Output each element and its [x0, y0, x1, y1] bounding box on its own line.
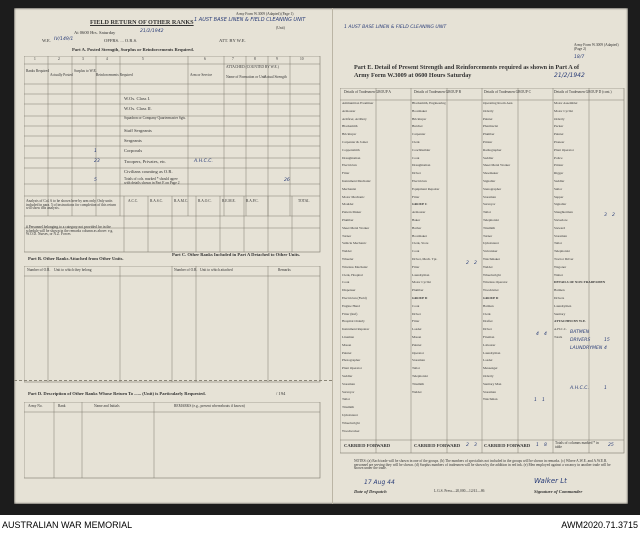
trade-d-row: Rigger [554, 171, 564, 176]
analysis-head-rasc: R.A.S.C. [150, 199, 163, 203]
hw-val-att-total: 26 [284, 178, 290, 183]
trade-d-row: Motor Cyclist [554, 108, 573, 113]
hw-d-4: 1 [604, 386, 607, 391]
col-head-group-b: Details of Tradesmen GROUP B [414, 90, 461, 94]
trade-c-row: Driver [483, 327, 492, 332]
trade-d-row: Signaller [554, 202, 567, 207]
trade-a-row: Fitter (Ref) [342, 311, 358, 316]
trade-a-row: Sheet Metal Worker [342, 225, 370, 230]
carried-forward-c: CARRIED FORWARD [484, 443, 531, 448]
trade-a-row: Bricklayer [342, 132, 357, 137]
trade-a-row: Motor Mechanic [342, 194, 365, 199]
part-a-heading: Part A. Posted Strength, Surplus or Reinforcements Required. [72, 47, 194, 52]
left-unit-label: (Unit) [276, 26, 285, 30]
trade-c-row: Sanitary Man [483, 381, 502, 386]
trade-a-row: Dispenser [342, 288, 356, 293]
trade-d-row: Sanitary [554, 311, 566, 316]
trade-c-row: Signaller [483, 179, 496, 183]
signature-hw: Walker Lt [534, 477, 567, 485]
trade-a-row: Artificer, Artillery [342, 116, 367, 121]
part-d-head-army-no: Army No. [28, 404, 43, 408]
right-date-hw: 21/2/1942 [554, 72, 585, 79]
trade-a-row: Draughtsman [342, 155, 361, 160]
trade-c-row: Surveyor [483, 202, 496, 207]
trade-a-row: Hospital Orderly [342, 319, 365, 324]
analysis-head-raoc: R.A.O.C. [198, 199, 212, 203]
trade-a-row: Cook [342, 280, 350, 285]
hw-d-0: 3 [604, 213, 607, 218]
trade-b-row: Cook [412, 303, 420, 308]
trade-c-row: Loader [483, 358, 493, 363]
trade-b-row: Mason [412, 335, 422, 339]
right-notes: NOTES: (a) Each trade will be shown in one of the groups. (b) The numbers of specialists not included in the groups will be shown in remarks. (c) Where A.W.E. and A.W.E.R. personnel are serving they will be shown. (d) Surplus numbers of tradesmen will be shown by the addition in red ink. (e) Men employed against a vacancy in another trade will be shown under the trade. [354, 459, 611, 471]
trade-b-row: Clerk [412, 140, 420, 144]
analysis-head-acc: A.C.C. [128, 199, 139, 203]
trade-d-row: Printer [554, 163, 564, 168]
trade-d-row: Orderly [554, 116, 565, 121]
perforation-line [14, 380, 332, 381]
trade-a-row: Wireless Mechanic [342, 264, 368, 269]
hw-total-1: 3 [474, 443, 477, 448]
trade-b-row: Armourer [412, 210, 426, 215]
trade-d-row: Motor Assembler [554, 101, 578, 105]
hw-c-2: 1 [534, 398, 537, 403]
hw-name-laundrymen: LAUNDRYMEN [570, 346, 603, 351]
hw-total-2: 1 [536, 443, 539, 448]
hw-total-3: 8 [544, 443, 547, 448]
trade-a-row: Photographer [342, 358, 361, 363]
trade-b-row: Bootmaker [412, 108, 428, 113]
left-att-label: ATT. BY W.E. [219, 38, 246, 43]
carried-forward-b: CARRIED FORWARD [414, 443, 461, 448]
trade-b-row: Plumber [412, 288, 424, 293]
trade-a-row: Clerk, Hospital [342, 272, 363, 277]
att-sub-actual: Actual Strength [264, 75, 287, 79]
trade-b-row: Draughtsman [412, 163, 431, 168]
trade-b-row: Driver [412, 171, 421, 176]
col-head-group-a: Details of Tradesmen GROUP A [344, 90, 391, 94]
rank-row-wo2: W.Os. Class II. [124, 106, 152, 111]
part-c-head-remarks: Remarks [278, 268, 291, 272]
trade-a-row: Mechanist [342, 186, 357, 191]
hw-d-2: 15 [604, 338, 610, 343]
trade-a-row: Ammunition Examiner [342, 101, 374, 105]
archive-footer [0, 515, 640, 533]
trade-d-row: Totals [554, 335, 563, 339]
trade-d-row: Pioneer [554, 140, 565, 144]
trade-d-row: Waiter [554, 272, 563, 277]
analysis-head-reme: R.E.M.E. [222, 199, 236, 203]
part-c-head-unit: Unit to which attached [200, 268, 233, 272]
right-unit-hw: 1 AUST BASE LINEN & FIELD CLEANING UNIT [344, 25, 447, 30]
form-sheet [14, 8, 628, 504]
trade-c-row: Labourer [483, 342, 496, 347]
trade-a-row: Vehicle Mechanic [342, 241, 367, 246]
trade-a-row: Wheeler [342, 257, 354, 261]
trade-c-row: Upholsterer [483, 241, 500, 246]
trade-a-row: Tinsmith [342, 405, 355, 410]
trade-b-row: Bricklayer [412, 116, 427, 121]
hw-c-1: 4 [544, 332, 547, 337]
trade-c-row: Wireless Operator [483, 280, 508, 285]
carried-forward-a: CARRIED FORWARD [344, 443, 391, 448]
col-num-4: 4 [106, 57, 108, 61]
col-num-5: 5 [142, 57, 144, 61]
trade-a-row: Electrician (Field) [342, 296, 367, 300]
trade-a-row: Electrician [342, 163, 357, 168]
trade-b-row: Storeman [412, 358, 425, 363]
trade-c-row: Shoemaker [483, 171, 499, 176]
left-at-line: At 0600 Hrs. Saturday [74, 30, 116, 35]
trade-c-row: Sheet Metal Worker [483, 163, 511, 168]
trade-c-row: Stenographer [483, 186, 502, 191]
trade-a-row: Blacksmith [342, 124, 358, 129]
analysis-remarks: Analysis of Col. 6 to be shown here by arm only. Only units included in para. 5 of instructions for completion of this return will show this analysis. [26, 199, 116, 211]
print-ref: L.G.S. Press—20,000—12/41—86 [434, 489, 485, 493]
trade-b-row: Loader [412, 327, 422, 332]
trade-c-row: Messenger [483, 366, 498, 371]
rank-row-ssgt: Staff Sergeants [124, 128, 152, 133]
trade-a-row: Wheelwright [342, 420, 360, 425]
hw-c-0: 4 [536, 332, 539, 337]
trade-c-row: Saddler [483, 155, 494, 160]
trade-b-row: Driver [412, 311, 421, 316]
trade-b-row: Butcher [412, 124, 423, 129]
col-num-6: 6 [204, 57, 206, 61]
trade-a-row: Painter [342, 350, 352, 355]
trade-d-row: A.H.C.C. [554, 327, 567, 332]
trade-b-row: GROUP D [412, 296, 428, 300]
col-head-reinforcements: Reinforcements Required [96, 73, 133, 77]
trade-b-row: Equipment Repairer [412, 186, 440, 191]
trade-b-row: Electrician [412, 179, 427, 183]
rank-row-cpl: Corporals [124, 148, 143, 153]
trade-c-row: Storeman [483, 389, 496, 394]
trade-c-row: Telephonist [483, 218, 499, 222]
trade-c-row: Batman [483, 303, 494, 308]
col-head-actually-posted: Actually Posted [50, 73, 73, 77]
col-num-8: 8 [254, 57, 256, 61]
analysis-head-rapc: R.A.P.C. [246, 199, 259, 203]
trade-a-row: Moulder [342, 202, 354, 207]
trade-c-row: Orderly [483, 374, 494, 378]
trade-b-row: Baker [412, 218, 421, 222]
trade-b-row: Fitter [412, 319, 420, 324]
part-bc-grid [24, 266, 324, 386]
trade-d-row: Wagoner [554, 264, 567, 269]
trade-c-row: Clerk [483, 311, 491, 316]
trade-d-row: Steward [554, 225, 566, 230]
trade-a-row: Mason [342, 342, 352, 347]
trade-c-row: Fireman [483, 335, 495, 339]
hw-b-1: 2 [474, 261, 477, 266]
trade-d-row: DETAILS OF NON-TRADESMEN [554, 280, 606, 285]
trade-d-row: Stevedore [554, 218, 568, 222]
col-num-3: 3 [82, 57, 84, 61]
trade-b-row: Barber [412, 225, 422, 230]
signature-label: Signature of Commander [534, 489, 583, 494]
trade-a-row: Lineman [342, 335, 355, 339]
trade-d-row: Sapper [554, 194, 564, 199]
trade-b-row: Operator [412, 350, 425, 355]
analysis-remarks-2: # Personnel belonging to a category not provided for in the schedule will be shown in the remarks column as above: e.g. W.O.D. Nurses, or N.Z. Forces [26, 225, 114, 237]
hw-name-ahcc: A.H.C.C. [570, 386, 589, 391]
trade-c-row: Storeman [483, 194, 496, 199]
trade-b-row: Laundryman [412, 272, 430, 277]
trade-c-row: Operating Room Asst. [483, 101, 514, 105]
rank-row-totals: Totals of cols. marked * should agree with details shown in Part E on Page 2 [124, 177, 180, 185]
part-b-heading: Part B. Other Ranks Attached from Other Units. [28, 256, 124, 261]
part-d-head-rank: Rank [58, 404, 66, 408]
part-c-heading: Part C. Other Ranks Included in Part A Detached to Other Units. [172, 252, 301, 257]
col-head-ranks-required: Ranks Required [26, 69, 50, 73]
trade-b-row: Tailor [412, 366, 421, 371]
trade-b-row: Driver, Mech. Tpt. [412, 257, 438, 261]
trade-b-row: Telephonist [412, 374, 428, 378]
trade-d-row: Slaughterman [554, 210, 573, 215]
trade-a-row: Woodworker [342, 428, 360, 433]
col-num-10: 10 [300, 57, 304, 61]
left-title: FIELD RETURN OF OTHER RANKS [90, 19, 194, 26]
trade-a-row: Plumber [342, 218, 354, 222]
part-e-heading: Part E. Detail of Present Strength and Reinforcements required as shown in Part A of Army Form W.3009 at 0600 Hours Saturday [354, 64, 580, 79]
right-form-ref: Army Form W.3009 (Adapted) (Page 2) [574, 43, 619, 51]
trade-b-row: Cook [412, 155, 420, 160]
hw-b-0: 2 [466, 261, 469, 266]
trade-d-row: Painter [554, 132, 564, 137]
part-d-head-name: Name and Initials [94, 404, 120, 408]
trade-d-row: ATTACHED BY W.E. [554, 319, 586, 324]
trade-b-row: Clerk, Store [412, 241, 429, 246]
part-d-heading: Part D. Description of Other Ranks Whose Return To ...... (Unit) is Particularly Requested. [28, 391, 206, 396]
part-d-date: / 194 [276, 391, 286, 396]
trade-c-row: Plumber [483, 132, 495, 137]
trade-d-row: Batmen [554, 288, 565, 293]
page-fold [332, 8, 333, 504]
trade-c-row: Tailor [483, 210, 492, 215]
trade-a-row: Coppersmith [342, 147, 360, 152]
rank-row-civ: Civilians counting as O.R. [124, 169, 173, 174]
col-head-group-d: Details of Tradesmen GROUP D (cont.) [554, 90, 612, 94]
right-serial-hw: 18/7 [574, 55, 585, 60]
trade-d-row: Saddler [554, 179, 565, 183]
trade-d-row: Packer [554, 124, 564, 129]
col-num-1: 1 [34, 57, 36, 61]
trade-c-row: Printer [483, 140, 493, 144]
trade-b-row: Carpenter [412, 132, 426, 137]
trade-d-row: Plant Operator [554, 147, 574, 152]
hw-name-batmen: BATMEN [570, 330, 590, 335]
trade-d-row: Sailor [554, 186, 563, 191]
trade-a-row: Carpenter & Joiner [342, 140, 368, 144]
part-d-grid [24, 402, 324, 482]
hw-val-tpr: 23 [94, 159, 100, 164]
trade-c-row: Laundryman [483, 350, 501, 355]
trade-d-row: Tractor Driver [554, 257, 574, 261]
trade-b-row: Fitter [412, 194, 420, 199]
trade-c-row: Wheelwright [483, 272, 501, 277]
trade-a-row: Engine Hand [342, 303, 360, 308]
trade-a-row: Turner [342, 233, 352, 238]
footer-accession: AWM2020.71.3715 [561, 520, 638, 530]
despatch-date-hw: 17 Aug 44 [364, 479, 395, 486]
trade-d-row: Laundrymen [554, 303, 572, 308]
part-b-head-unit: Unit to which they belong [54, 268, 92, 272]
hw-total-0: 2 [466, 443, 469, 448]
trade-b-row: GROUP C [412, 202, 428, 207]
hw-total-4: 25 [608, 443, 614, 448]
left-we-label: W.E. [42, 38, 52, 43]
rank-row-wo1: W.Os. Class I. [124, 96, 151, 101]
trade-a-row: Storeman [342, 381, 355, 386]
trade-a-row: Tailor [342, 397, 351, 402]
trade-c-row: Vulcaniser [483, 249, 498, 254]
trade-c-row: Welder [483, 264, 493, 269]
trade-a-row: Instrument Repairer [342, 327, 370, 332]
trade-b-row: Tinsmith [412, 381, 425, 386]
rank-row-tpr: Troopers, Privates, etc. [124, 159, 167, 164]
trade-d-row: Telephonist [554, 249, 570, 254]
analysis-head-ramc: R.A.M.C. [174, 199, 189, 203]
hw-d-3: 4 [604, 346, 607, 351]
att-sub-formation: Name of Formation or Unit [226, 75, 266, 79]
trade-c-row: Pharmacist [483, 124, 499, 129]
trade-c-row: Radiographer [483, 147, 502, 152]
att-sub-arm: Arm or Service [190, 73, 213, 77]
trade-a-row: Upholsterer [342, 413, 359, 417]
trade-b-row: Coachbuilder [412, 147, 431, 152]
despatch-label: Date of Despatch [354, 489, 387, 494]
trade-b-row: Blacksmith, Engineering [412, 101, 446, 105]
left-offrs-label: OFFRS. ... O.R.S. [104, 38, 138, 43]
trade-d-row: Police [554, 155, 563, 160]
trade-c-row: Woodcutter [483, 288, 499, 293]
trade-c-row: Drafter [483, 319, 493, 324]
trade-a-row: Plant Operator [342, 366, 362, 371]
rank-row-qms: Squadron or Company Quartermaster Sgts. [124, 116, 186, 120]
part-d-head-remarks: REMARKS (e.g., present whereabouts if known) [174, 404, 245, 408]
trade-a-row: Fitter [342, 171, 350, 176]
left-we-hw: IV/149/1 [54, 37, 74, 42]
trade-a-row: Saddler [342, 374, 353, 378]
trade-a-row: Surveyor [342, 389, 355, 394]
hw-name-drivers: DRIVERS [570, 338, 591, 343]
trade-c-row: Turner [483, 233, 493, 238]
hw-ahcc: A.H.C.C. [194, 159, 213, 164]
trade-b-row: Motor Cyclist [412, 280, 431, 285]
trade-b-row: Cook [412, 249, 420, 254]
left-unit-handwritten: 1 AUST BASE LINEN & FIELD CLEANING UNIT [194, 17, 306, 23]
left-date-hw: 21/2/1942 [140, 29, 164, 34]
col-head-surplus: Surplus to W.E. [74, 69, 97, 73]
trade-c-row: Orderly [483, 108, 494, 113]
trade-d-row: Storeman [554, 233, 567, 238]
analysis-head-total: TOTAL [298, 199, 310, 203]
attached-head: ATTACHED (COUNTED BY W.E.) [226, 65, 279, 69]
hw-val-cpl: 1 [94, 149, 97, 154]
trade-a-row: Welder [342, 249, 352, 254]
footer-institution: AUSTRALIAN WAR MEMORIAL [2, 520, 133, 530]
totals-note: Totals of columns marked * in table [555, 441, 599, 449]
hw-d-1: 2 [612, 213, 615, 218]
col-head-group-c: Details of Tradesmen GROUP C [484, 90, 531, 94]
trade-d-row: Drivers [554, 296, 565, 300]
trade-c-row: GROUP D [483, 296, 499, 300]
trade-b-row: Painter [412, 342, 422, 347]
trade-c-row: Watchmaker [483, 257, 501, 261]
trade-c-row: Painter [483, 116, 493, 121]
trade-a-row: Pattern Maker [342, 210, 362, 215]
rank-row-sgt: Sergeants [124, 138, 142, 143]
trade-c-row: Tinsmith [483, 225, 496, 230]
trade-a-row: Instrument Mechanic [342, 179, 371, 183]
hw-val-total: 5 [94, 178, 97, 183]
left-form-ref: Army Form W.3009 (Adapted) (Page 1) [236, 12, 294, 16]
trade-b-row: Welder [412, 389, 422, 394]
hw-c-3: 1 [542, 398, 545, 403]
part-b-head-number: Number of O.R. [27, 268, 51, 272]
trade-b-row: Fitter [412, 264, 420, 269]
col-num-7: 7 [232, 57, 234, 61]
trade-b-row: Bootmaker [412, 233, 428, 238]
part-c-head-number: Number of O.R. [174, 268, 198, 272]
trade-c-row: Watchman [483, 397, 498, 402]
trade-a-row: Armourer [342, 108, 356, 113]
trade-d-row: Tailor [554, 241, 563, 246]
col-num-9: 9 [276, 57, 278, 61]
col-num-2: 2 [58, 57, 60, 61]
